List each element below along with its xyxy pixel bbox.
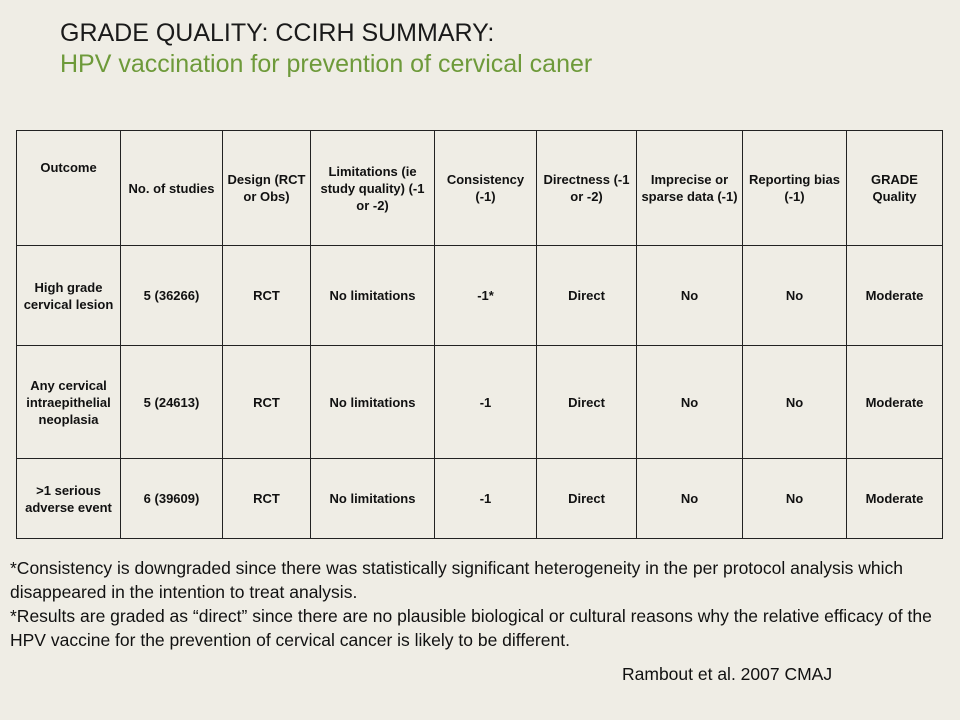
cell-outcome: >1 serious adverse event — [17, 459, 121, 539]
footnote-consistency: *Consistency is downgraded since there was statistically significant heterogeneity in the per protocol analysis which disappeared in the intention to treat analysis. — [10, 558, 903, 602]
cell-imprecise: No — [637, 246, 743, 346]
cell-outcome: Any cervical intraepithelial neoplasia — [17, 346, 121, 459]
table-row — [17, 246, 943, 346]
column-header-grade-quality: GRADE Quality — [847, 131, 943, 246]
footnotes — [10, 556, 950, 652]
column-header-no-of-studies: No. of studies — [121, 131, 223, 246]
cell-design: RCT — [223, 346, 311, 459]
cell-no-of-studies: 6 (39609) — [121, 459, 223, 539]
cell-reporting-bias: No — [743, 346, 847, 459]
cell-imprecise: No — [637, 459, 743, 539]
cell-design: RCT — [223, 246, 311, 346]
cell-consistency: -1 — [435, 346, 537, 459]
column-header-design: Design (RCT or Obs) — [223, 131, 311, 246]
column-header-directness: Directness (-1 or -2) — [537, 131, 637, 246]
cell-directness: Direct — [537, 459, 637, 539]
cell-limitations: No limitations — [311, 246, 435, 346]
column-header-reporting-bias: Reporting bias (-1) — [743, 131, 847, 246]
column-header-outcome: Outcome — [17, 131, 121, 246]
cell-outcome: High grade cervical lesion — [17, 246, 121, 346]
column-header-imprecise: Imprecise or sparse data (-1) — [637, 131, 743, 246]
page-title: GRADE QUALITY: CCIRH SUMMARY: — [60, 19, 495, 47]
citation: Rambout et al. 2007 CMAJ — [622, 664, 833, 684]
column-header-consistency: Consistency (-1) — [435, 131, 537, 246]
column-header-limitations: Limitations (ie study quality) (-1 or -2) — [311, 131, 435, 246]
footnote-directness: *Results are graded as “direct” since there are no plausible biological or cultural reasons why the relative efficacy of the HPV vaccine for the prevention of cervical cancer is likely to be different. — [10, 606, 932, 650]
title-block — [60, 18, 592, 80]
grade-summary-table — [16, 130, 943, 539]
cell-no-of-studies: 5 (36266) — [121, 246, 223, 346]
cell-directness: Direct — [537, 246, 637, 346]
cell-consistency: -1* — [435, 246, 537, 346]
table-row — [17, 459, 943, 539]
cell-grade-quality: Moderate — [847, 246, 943, 346]
cell-reporting-bias: No — [743, 246, 847, 346]
table-row — [17, 346, 943, 459]
cell-grade-quality: Moderate — [847, 346, 943, 459]
page-subtitle: HPV vaccination for prevention of cervical caner — [60, 50, 593, 78]
cell-grade-quality: Moderate — [847, 459, 943, 539]
table-header-row — [17, 131, 943, 246]
cell-directness: Direct — [537, 346, 637, 459]
cell-reporting-bias: No — [743, 459, 847, 539]
cell-limitations: No limitations — [311, 459, 435, 539]
cell-limitations: No limitations — [311, 346, 435, 459]
cell-consistency: -1 — [435, 459, 537, 539]
cell-imprecise: No — [637, 346, 743, 459]
cell-design: RCT — [223, 459, 311, 539]
cell-no-of-studies: 5 (24613) — [121, 346, 223, 459]
